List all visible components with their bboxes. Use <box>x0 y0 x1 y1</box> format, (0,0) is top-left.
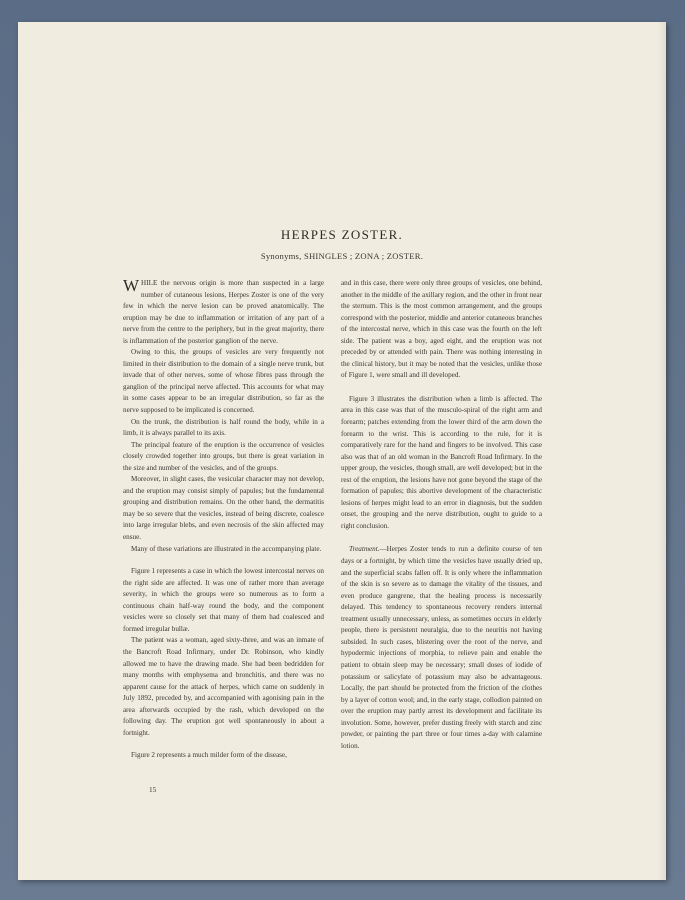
paragraph-figure-1: Figure 1 represents a case in which the lowest intercostal nerves on the right side are affected. It was one of rather more than average severity, in which the groups were so numerous as to form a continuous chain half-way round the body, and the component vesicles were so closely set that many of them had coalesced and formed irregular bullæ. <box>123 567 324 633</box>
right-column <box>341 278 542 752</box>
page-edge-shadow <box>658 22 666 880</box>
document-page <box>18 22 666 880</box>
paragraph-figure-3: Figure 3 illustrates the distribution when a limb is affected. The area in this case was that of the musculo-spiral of the right arm and forearm; patches extending from the lower third of the arm down the forearm to the wrist. This is according to the rule, for it is comparatively rare for the hand and fingers to be involved. This case also was that of an old woman in the Bancroft Road Infirmary. In the upper group, the vesicles, though small, are well developed; but in the rest of the eruption, the lesions have not gone beyond the stage of the formation of papules; this abortive development of the characteristic lesions of herpes might lead to an error in diagnosis, but the sudden onset, the grouping and the nerve distribution, ought to guide to a right conclusion. <box>341 394 542 530</box>
treatment-text: —Herpes Zoster tends to run a definite course of ten days or a fortnight, by which time the vesicles have usually dried up, and the superficial scabs fallen off. It is only where the inflammation of the skin is so severe as to damage the vitality of the tissues, and even produce gangrene, that the healing process is necessarily delayed. This tendency to spontaneous recovery renders internal treatment usually unnecessary, unless, as sometimes occurs in elderly people, there is persistent neuralgia, due to the neuritis not having subsided. In such cases, blistering over the root of the nerve, and hypodermic injections of morphia, to relieve pain and enable the patient to obtain sleep may be necessary; small doses of iodide of potassium or salicylate of potassium may also be advantageous. Locally, the part should be protected from the friction of the clothes by a layer of cotton wool; and, in the early stage, collodion painted on over the eruption may partly arrest its development and facilitate its involution. Some, however, prefer dusting freely with starch and zinc powder, or painting the part three or four times a-day with calamine lotion. <box>341 545 542 750</box>
left-column <box>123 278 324 762</box>
paragraph-intro-text: HILE the nervous origin is more than suspected in a large number of cutaneous lesions, Herpes Zoster is one of the very few in which the nerve lesion can be proved anatomically. The eruption may be due to inflammation or irritation of any part of a nerve from the centre to the periphery, but in the great majority, there is inflammation of the posterior ganglion of the nerve. <box>123 279 324 345</box>
treatment-label: Treatment. <box>349 545 380 554</box>
paragraph-feature: The principal feature of the eruption is the occurrence of vesicles closely crowded together into groups, but there is great variation in the size and number of the vesicles, and of the groups. <box>123 440 324 472</box>
paragraph-figure-2-cont: and in this case, there were only three groups of vesicles, one behind, another in the middle of the axillary region, and the other in front near the sternum. This is the most common arrangement, and the groups correspond with the posterior, middle and anterior cutaneous branches of the intercostal nerve, which in this case was the fourth on the left side. The patient was a boy, aged eight, and the eruption was not preceded by or attended with pain. There was nothing interesting in the clinical history, but it may be noted that the vesicles, unlike those of Figure 1, were small and ill developed. <box>341 279 542 380</box>
paragraph-distribution: Owing to this, the groups of vesicles are very frequently not limited in their distribution to the domain of a single nerve trunk, but invade that of other nerves, some of whose fibres pass through the ganglion of the principal nerve affected. This accounts for what may in some cases appear to be an irregular distribution, so far as the nerve supposed to be implicated is concerned. <box>123 348 324 415</box>
page-number: 15 <box>149 785 157 794</box>
paragraph-trunk: On the trunk, the distribution is half round the body, while in a limb, it is always parallel to its axis. <box>123 417 324 438</box>
drop-cap: W <box>123 276 140 295</box>
page-title: HERPES ZOSTER. <box>280 227 404 242</box>
paragraph-intro <box>123 278 324 347</box>
paragraph-patient: The patient was a woman, aged sixty-three, and was an inmate of the Bancroft Road Infirmary, under Dr. Robinson, who kindly allowed me to have the drawing made. She had been bedridden for many months with emphysema and bronchitis, and there was no apparent cause for the attack of herpes, which came on suddenly in July 1892, preceded by, and accompanied with agonising pain in the area afterwards occupied by the rash, which developed on the following day. The eruption got well spontaneously in about a fortnight. <box>123 636 324 737</box>
paragraph-figure-2: Figure 2 represents a much milder form of the disease, <box>131 751 287 760</box>
synonyms-line: Synonyms, SHINGLES ; ZONA ; ZOSTER. <box>260 251 424 261</box>
paragraph-plate: Many of these variations are illustrated in the accompanying plate. <box>131 544 322 553</box>
paragraph-variations: Moreover, in slight cases, the vesicular character may not develop, and the eruption may consist simply of papules; but the fundamental grouping and distribution remains. On the other hand, the dermatitis may be so severe that the vesicles, instead of being discrete, coalesce into large irregular blebs, and even necrosis of the skin affected may ensue. <box>123 475 324 542</box>
paragraph-treatment <box>341 544 542 752</box>
